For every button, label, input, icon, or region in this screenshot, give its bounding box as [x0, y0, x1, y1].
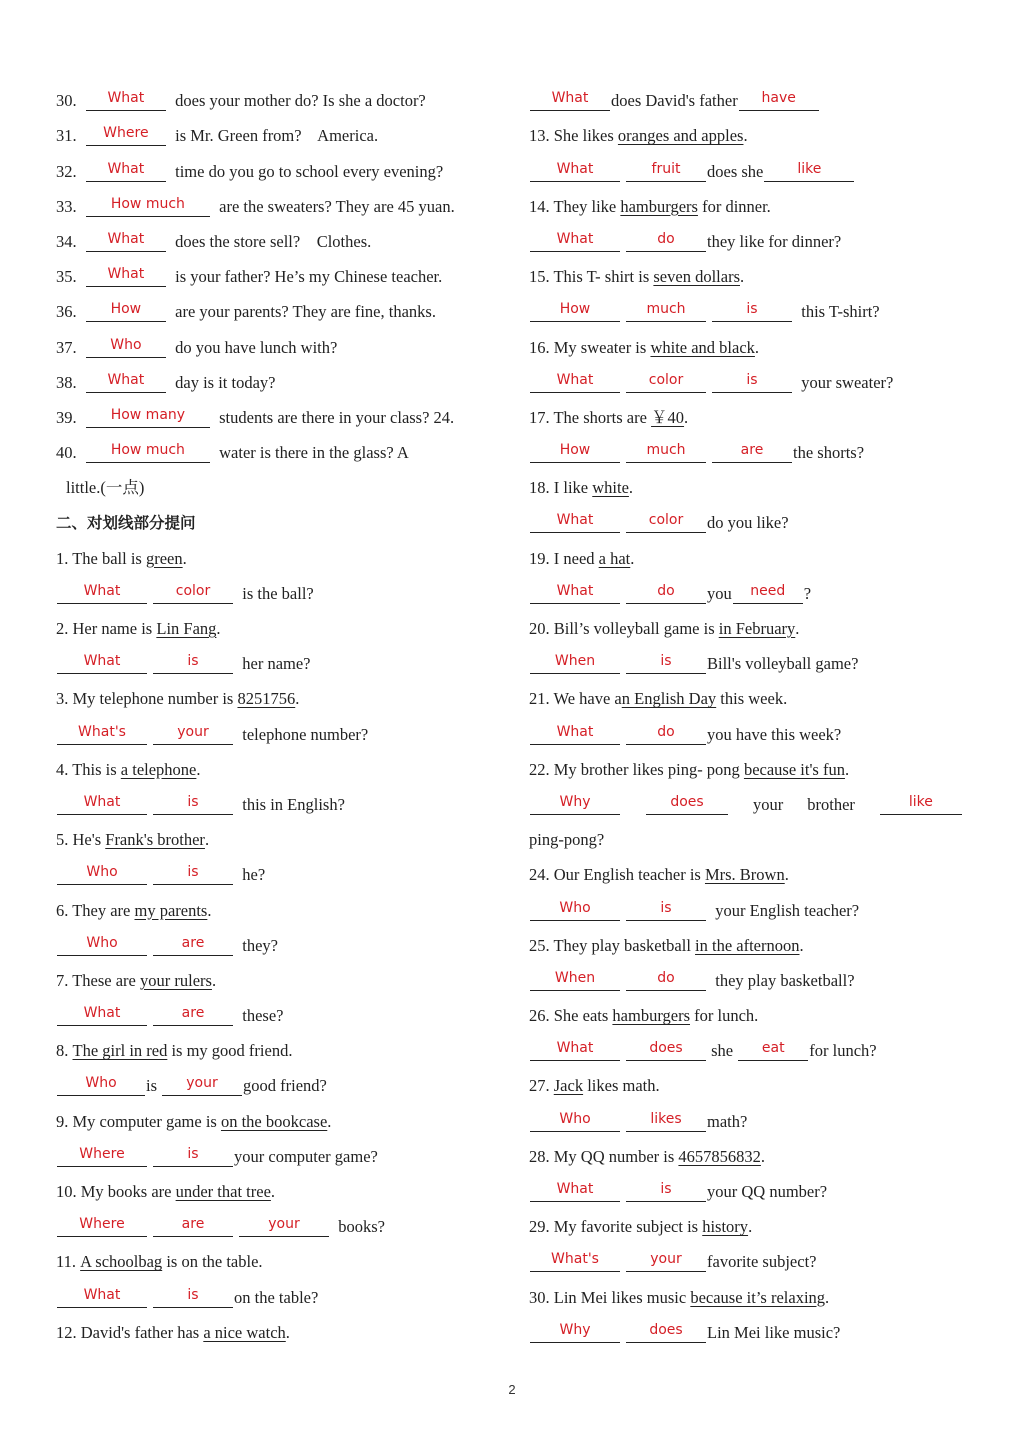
question-31: 31. Where is Mr. Green from? America.	[56, 125, 379, 146]
answer-blank[interactable]: When	[530, 652, 620, 674]
answer-blank[interactable]: your	[162, 1074, 242, 1096]
answer-blank[interactable]: are	[712, 441, 792, 463]
answer-blank[interactable]: do	[626, 723, 706, 745]
answer-row-17: How much are the shorts?	[529, 432, 989, 467]
sentence-21: 21. We have a n English Day this week.	[529, 689, 788, 709]
answer-blank[interactable]: Who	[530, 1110, 620, 1132]
answer-blank[interactable]: What	[530, 89, 610, 111]
answer-row-6: Who are they?	[56, 925, 496, 960]
answer-blank[interactable]: Who	[530, 899, 620, 921]
answer-blank[interactable]: is	[153, 793, 233, 815]
answer-row-7: What are these?	[56, 995, 496, 1030]
answer-blank[interactable]: like	[880, 793, 962, 815]
answer-row-22: Why does your brother like	[529, 784, 989, 819]
answer-blank[interactable]: your	[239, 1215, 329, 1237]
answer-row-26: What does she eat for lunch?	[529, 1030, 989, 1065]
sentence-19: 19. I need a hat .	[529, 548, 635, 568]
sentence-26: 26. She eats hamburgers for lunch.	[529, 1006, 759, 1026]
answer-blank[interactable]: What	[57, 652, 147, 674]
sentence-7: 7. These are your rulers .	[56, 970, 217, 990]
answer-blank[interactable]: is	[626, 1180, 706, 1202]
answer-row-12: What does David's father have	[529, 80, 989, 115]
answer-row-16: What color is your sweater?	[529, 362, 989, 397]
question-40: 40. How much water is there in the glass? A	[56, 442, 409, 463]
answer-blank[interactable]: What	[86, 371, 166, 393]
answer-blank[interactable]: do	[626, 582, 706, 604]
answer-blank[interactable]: does	[626, 1321, 706, 1343]
answer-blank[interactable]: is	[153, 652, 233, 674]
answer-row-25: When do they play basketball?	[529, 960, 989, 995]
answer-blank[interactable]: do	[626, 969, 706, 991]
answer-blank[interactable]: What	[530, 371, 620, 393]
answer-blank[interactable]: Who	[57, 863, 147, 885]
answer-blank[interactable]: What	[86, 230, 166, 252]
answer-blank[interactable]: What	[530, 582, 620, 604]
answer-blank[interactable]: color	[626, 511, 706, 533]
answer-blank[interactable]: is	[626, 652, 706, 674]
answer-blank[interactable]: color	[153, 582, 233, 604]
answer-blank[interactable]: How much	[86, 441, 210, 463]
answer-row-19: What do you need ?	[529, 573, 989, 608]
answer-blank[interactable]: What	[86, 265, 166, 287]
sentence-20: 20. Bill’s volleyball game is in February .	[529, 619, 800, 638]
answer-blank[interactable]: do	[626, 230, 706, 252]
sentence-12: 12. David's father has a nice watch .	[56, 1322, 290, 1342]
answer-row-8: Who is your good friend?	[56, 1065, 496, 1100]
question-33: 33. How much are the sweaters? They are 45 yuan.	[56, 195, 455, 216]
sentence-28: 28. My QQ number is 4657856832 .	[529, 1146, 766, 1166]
question-36: 36. How are your parents? They are fine, thanks.	[56, 301, 436, 322]
answer-blank[interactable]: are	[153, 934, 233, 956]
answer-blank[interactable]: is	[712, 300, 792, 322]
answer-row-20: When is Bill's volleyball game?	[529, 643, 989, 678]
answer-row-30: Why does Lin Mei like music?	[529, 1312, 989, 1347]
answer-row-24: Who is your English teacher?	[529, 889, 989, 924]
answer-blank[interactable]: What	[57, 1286, 147, 1308]
answer-blank[interactable]: likes	[626, 1110, 706, 1132]
question-37: 37. Who do you have lunch with?	[56, 336, 338, 357]
answer-row-21: What do you have this week?	[529, 713, 989, 748]
sentence-14: 14. They like hamburgers for dinner.	[529, 196, 771, 216]
sentence-25: 25. They play basketball in the afternoon .	[529, 935, 804, 955]
answer-blank[interactable]: Why	[530, 793, 620, 815]
sentence-24: 24. Our English teacher is Mrs. Brown .	[529, 865, 789, 885]
answer-blank[interactable]: How much	[86, 195, 210, 217]
sentence-3: 3. My telephone number is 8251756 .	[56, 689, 300, 709]
answer-blank[interactable]: Who	[57, 934, 147, 956]
sentence-27: 27. Jack likes math.	[529, 1076, 660, 1096]
answer-blank[interactable]: like	[764, 160, 854, 182]
answer-row-14: What do they like for dinner?	[529, 221, 989, 256]
sentence-11: 11. A schoolbag is on the table.	[56, 1252, 263, 1272]
answer-blank[interactable]: is	[153, 1145, 233, 1167]
answer-blank[interactable]: What	[530, 1180, 620, 1202]
answer-blank[interactable]: have	[739, 89, 819, 111]
answer-blank[interactable]: How many	[86, 406, 210, 428]
answer-blank[interactable]: does	[646, 793, 728, 815]
answer-blank[interactable]: need	[733, 582, 803, 604]
answer-blank[interactable]: What	[530, 1039, 620, 1061]
sentence-4: 4. This is a telephone .	[56, 759, 201, 779]
sentence-29: 29. My favorite subject is history .	[529, 1217, 753, 1237]
answer-row-2: What is her name?	[56, 643, 496, 678]
sentence-5: 5. He's Frank's brother .	[56, 830, 210, 850]
answer-blank[interactable]: is	[712, 371, 792, 393]
answer-blank[interactable]: are	[153, 1004, 233, 1026]
answer-blank[interactable]: color	[626, 371, 706, 393]
answer-blank[interactable]: What	[530, 723, 620, 745]
question-30: 30. What does your mother do? Is she a doctor?	[56, 90, 426, 111]
answer-blank[interactable]: What	[530, 230, 620, 252]
answer-blank[interactable]: are	[153, 1215, 233, 1237]
answer-blank[interactable]: Why	[530, 1321, 620, 1343]
answer-row-28: What is your QQ number?	[529, 1171, 989, 1206]
sentence-8: 8. The girl in red is my good friend.	[56, 1041, 293, 1061]
answer-blank[interactable]: is	[153, 863, 233, 885]
answer-blank[interactable]: What	[57, 1004, 147, 1026]
answer-blank[interactable]: is	[626, 899, 706, 921]
answer-blank[interactable]: much	[626, 300, 706, 322]
question-32: 32. What time do you go to school every evening?	[56, 160, 444, 181]
answer-blank[interactable]: eat	[738, 1039, 808, 1061]
sentence-30: 30. Lin Mei likes music because it’s relaxing .	[529, 1287, 830, 1307]
section-title: 二、对划线部分提问	[56, 514, 196, 533]
answer-blank[interactable]: What	[86, 89, 166, 111]
question-38: 38. What day is it today?	[56, 371, 276, 392]
answer-blank[interactable]: Who	[57, 1074, 145, 1096]
answer-row-3: What's your telephone number?	[56, 713, 496, 748]
sentence-15: 15. This T- shirt is seven dollars .	[529, 267, 745, 287]
sentence-22: 22. My brother likes ping- pong because it's fun .	[529, 759, 850, 779]
question-35: 35. What is your father? He’s my Chinese teacher.	[56, 266, 443, 287]
answer-blank[interactable]: What	[530, 511, 620, 533]
sentence-10: 10. My books are under that tree .	[56, 1182, 276, 1201]
answer-blank[interactable]: What	[530, 160, 620, 182]
sentence-9: 9. My computer game is on the bookcase .	[56, 1111, 332, 1131]
answer-blank[interactable]: Who	[86, 336, 166, 358]
answer-blank[interactable]: What	[57, 582, 147, 604]
answer-row-10: Where are your books?	[56, 1206, 496, 1241]
sentence-1: 1. The ball is green .	[56, 548, 187, 568]
answer-row-22-continued: ping-pong?	[529, 830, 605, 850]
answer-row-15: How much is this T-shirt?	[529, 291, 989, 326]
answer-row-5: Who is he?	[56, 854, 496, 889]
answer-blank[interactable]: your	[153, 723, 233, 745]
question-40-continued: little.(一点)	[66, 478, 145, 498]
sentence-13: 13. She likes oranges and apples .	[529, 126, 748, 146]
answer-row-29: What's your favorite subject?	[529, 1241, 989, 1276]
left-column	[56, 80, 496, 1347]
sentence-16: 16. My sweater is white and black .	[529, 337, 760, 357]
answer-blank[interactable]: When	[530, 969, 620, 991]
sentence-6: 6. They are my parents .	[56, 900, 212, 920]
answer-blank[interactable]: does	[626, 1039, 706, 1061]
answer-blank[interactable]: What's	[57, 723, 147, 745]
answer-blank[interactable]: Where	[57, 1145, 147, 1167]
sentence-2: 2. Her name is Lin Fang .	[56, 619, 221, 638]
answer-blank[interactable]: much	[626, 441, 706, 463]
answer-row-1: What color is the ball?	[56, 573, 496, 608]
answer-blank[interactable]: What	[57, 793, 147, 815]
answer-blank[interactable]: fruit	[626, 160, 706, 182]
question-39: 39. How many students are there in your class? 24.	[56, 406, 455, 427]
answer-blank[interactable]: What	[86, 160, 166, 182]
right-column	[529, 80, 989, 1347]
answer-blank[interactable]: is	[153, 1286, 233, 1308]
page-number: 2	[508, 1382, 516, 1397]
answer-row-11: What is on the table?	[56, 1276, 496, 1311]
answer-blank[interactable]: How	[530, 300, 620, 322]
answer-row-18: What color do you like?	[529, 502, 989, 537]
sentence-17: 17. The shorts are ￥40 .	[529, 407, 689, 427]
answer-blank[interactable]: How	[86, 300, 166, 322]
answer-blank[interactable]: What's	[530, 1250, 620, 1272]
answer-row-4: What is this in English?	[56, 784, 496, 819]
sentence-18: 18. I like white .	[529, 478, 634, 498]
answer-blank[interactable]: How	[530, 441, 620, 463]
question-34: 34. What does the store sell? Clothes.	[56, 230, 372, 251]
answer-blank[interactable]: your	[626, 1250, 706, 1272]
answer-blank[interactable]: Where	[86, 124, 166, 146]
answer-row-9: Where is your computer game?	[56, 1136, 496, 1171]
answer-row-27: Who likes math?	[529, 1100, 989, 1135]
answer-row-13: What fruit does she like	[529, 150, 989, 185]
answer-blank[interactable]: Where	[57, 1215, 147, 1237]
